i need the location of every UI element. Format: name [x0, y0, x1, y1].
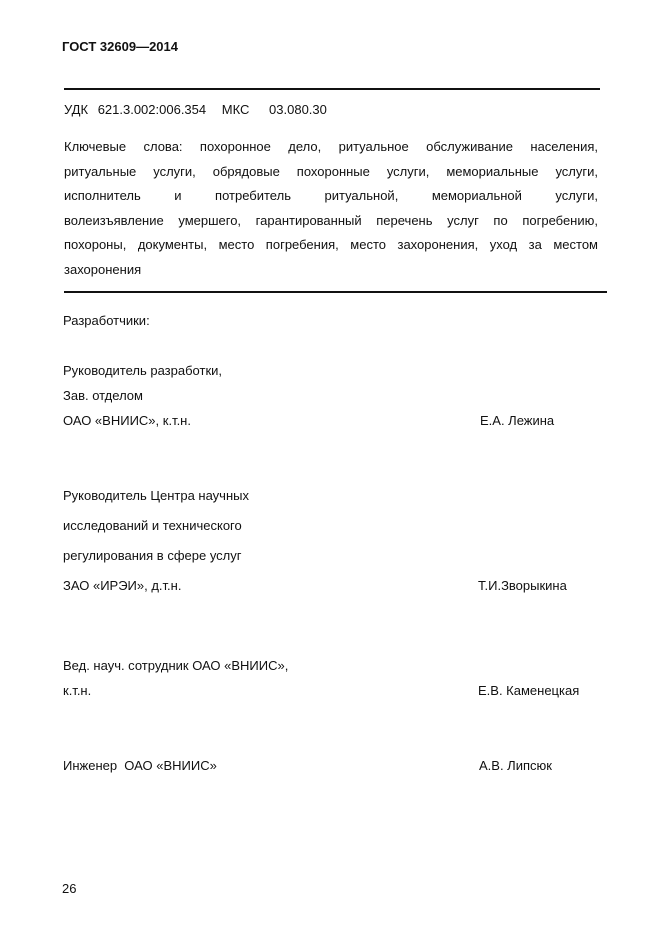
- developer-role-line: регулирования в сфере услуг: [63, 548, 242, 563]
- developer-role-line: Руководитель Центра научных: [63, 488, 249, 503]
- top-divider: [64, 88, 600, 90]
- keywords-paragraph: [64, 135, 598, 282]
- keywords-line: захоронения: [64, 261, 142, 277]
- mks-value: 03.080.30: [269, 102, 327, 117]
- developer-role-line: Инженер ОАО «ВНИИС»: [63, 758, 217, 773]
- developer-name: А.В. Липсюк: [479, 758, 552, 773]
- developer-role-line: исследований и технического: [63, 518, 242, 533]
- developer-role-line: Вед. науч. сотрудник ОАО «ВНИИС»,: [63, 658, 289, 673]
- document-title: ГОСТ 32609—2014: [62, 39, 178, 54]
- classification-line: [64, 102, 327, 117]
- developers-heading: Разработчики:: [63, 313, 150, 328]
- developer-role-line: Руководитель разработки,: [63, 363, 223, 378]
- page-number: 26: [62, 881, 77, 896]
- developer-role-line: ЗАО «ИРЭИ», д.т.н.: [63, 578, 182, 593]
- mks-label: МКС: [221, 102, 250, 117]
- developer-role-line: ОАО «ВНИИС», к.т.н.: [63, 413, 191, 428]
- developer-role-line: к.т.н.: [63, 683, 92, 698]
- keywords-line: исполнитель и потребитель ритуальной, мемориальной услуги,: [64, 188, 598, 203]
- keywords-line: похороны, документы, место погребения, место захоронения, уход за местом: [64, 237, 598, 252]
- developer-role-line: Зав. отделом: [63, 388, 143, 403]
- keywords-line: Ключевые слова: похоронное дело, ритуальное обслуживание населения,: [64, 139, 598, 154]
- udk-value: 621.3.002:006.354: [97, 102, 207, 117]
- developer-name: Т.И.Зворыкина: [478, 578, 567, 593]
- keywords-line: волеизъявление умершего, гарантированный перечень услуг по погребению,: [64, 212, 598, 228]
- bottom-divider: [64, 291, 607, 293]
- keywords-line: ритуальные услуги, обрядовые похоронные услуги, мемориальные услуги,: [64, 163, 598, 179]
- developer-name: Е.В. Каменецкая: [478, 683, 580, 698]
- developer-name: Е.А. Лежина: [480, 413, 555, 428]
- udk-label: УДК: [64, 102, 89, 117]
